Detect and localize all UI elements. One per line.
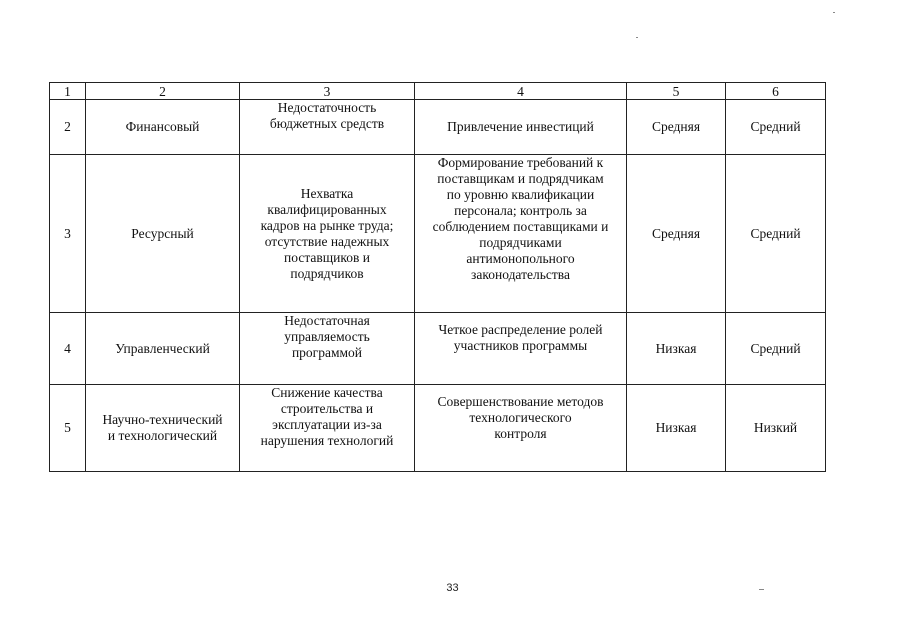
row-number: 4 bbox=[50, 313, 86, 385]
header-cell: 2 bbox=[86, 83, 240, 100]
table-row bbox=[50, 155, 826, 313]
risk-type: Управленческий bbox=[86, 313, 240, 385]
risk-impact: Средний bbox=[726, 313, 826, 385]
row-number: 2 bbox=[50, 100, 86, 155]
risk-cause: Нехватка квалифицированных кадров на рынке труда; отсутствие надежных поставщиков и подрядчиков bbox=[240, 155, 415, 313]
scan-speck bbox=[833, 12, 835, 13]
risk-table bbox=[49, 82, 826, 472]
risk-cause: Снижение качества строительства и эксплуатации из-за нарушения технологий bbox=[240, 385, 415, 472]
table-header-row bbox=[50, 83, 826, 100]
risk-measures: Совершенствование методов технологического контроля bbox=[415, 385, 627, 472]
risk-probability: Средняя bbox=[627, 155, 726, 313]
header-cell: 1 bbox=[50, 83, 86, 100]
risk-probability: Средняя bbox=[627, 100, 726, 155]
table-row bbox=[50, 313, 826, 385]
header-cell: 5 bbox=[627, 83, 726, 100]
page-number: 33 bbox=[446, 582, 459, 594]
risk-type: Ресурсный bbox=[86, 155, 240, 313]
scan-speck bbox=[636, 37, 638, 38]
table-row bbox=[50, 100, 826, 155]
header-cell: 4 bbox=[415, 83, 627, 100]
risk-type: Финансовый bbox=[86, 100, 240, 155]
row-number: 3 bbox=[50, 155, 86, 313]
risk-cause: Недостаточная управляемость программой bbox=[240, 313, 415, 385]
scan-speck bbox=[759, 589, 764, 590]
table-row bbox=[50, 385, 826, 472]
risk-probability: Низкая bbox=[627, 313, 726, 385]
risk-impact: Средний bbox=[726, 100, 826, 155]
risk-impact: Низкий bbox=[726, 385, 826, 472]
header-cell: 6 bbox=[726, 83, 826, 100]
row-number: 5 bbox=[50, 385, 86, 472]
header-cell: 3 bbox=[240, 83, 415, 100]
risk-impact: Средний bbox=[726, 155, 826, 313]
risk-cause: Недостаточность бюджетных средств bbox=[240, 100, 415, 155]
risk-type: Научно-технический и технологический bbox=[86, 385, 240, 472]
risk-probability: Низкая bbox=[627, 385, 726, 472]
risk-measures: Формирование требований к поставщикам и подрядчикам по уровню квалификации персонала; контроль за соблюдением поставщиками и подрядчиками антимонопольного законодательства bbox=[415, 155, 627, 313]
risk-measures: Привлечение инвестиций bbox=[415, 100, 627, 155]
risk-measures: Четкое распределение ролей участников программы bbox=[415, 313, 627, 385]
